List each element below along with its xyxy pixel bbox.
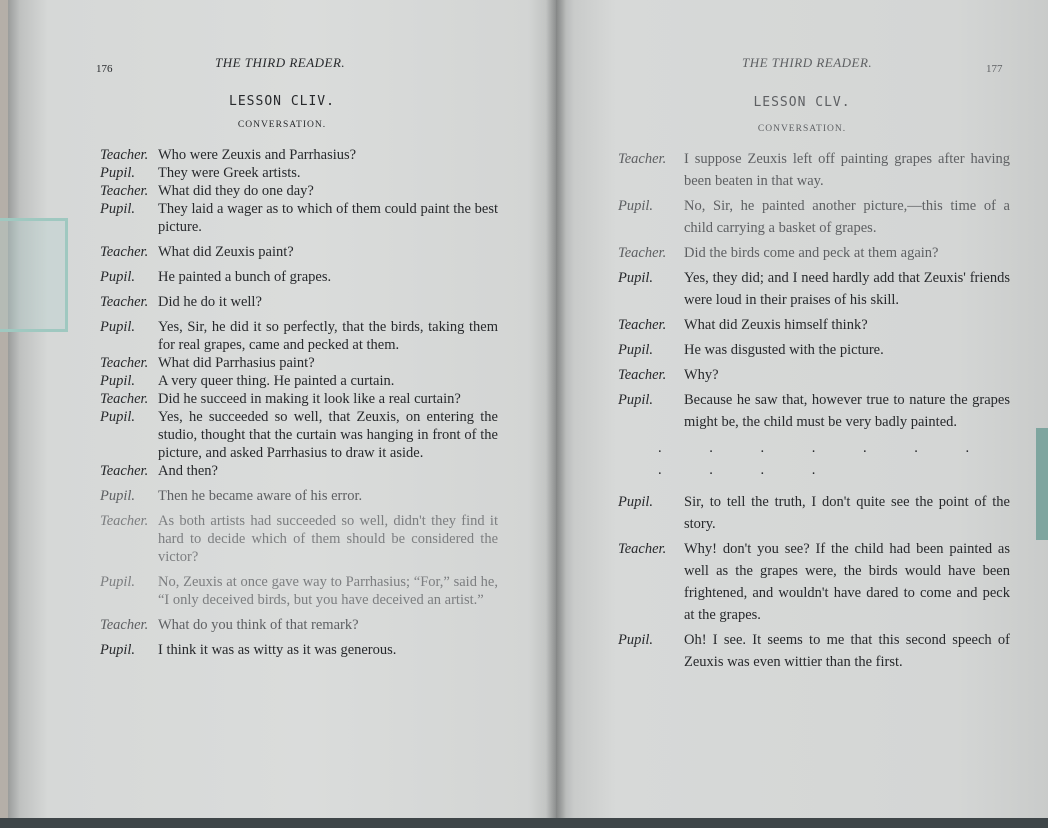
dialogue-line (100, 641, 498, 659)
dialogue-line (618, 339, 1010, 361)
speaker-label: Pupil. (100, 488, 136, 504)
speaker-label: Pupil. (618, 198, 654, 214)
speech-text: Because he saw that, however true to nature the grapes might be, the child must be very badly painted. (684, 392, 1010, 430)
book-edge (0, 0, 8, 828)
dialogue-line (618, 314, 1010, 336)
speech-text: What did Parrhasius paint? (158, 355, 315, 371)
speech-text: What did Zeuxis himself think? (684, 317, 868, 333)
speech-text: Why? (684, 367, 719, 383)
speech-text: What did Zeuxis paint? (158, 244, 294, 260)
speech-text: Did the birds come and peck at them again? (684, 245, 939, 261)
speaker-label: Pupil. (100, 574, 136, 590)
dialogue-line (100, 487, 498, 505)
dialogue-line (618, 364, 1010, 386)
dialogue-line (618, 148, 1010, 192)
speaker-label: Pupil. (100, 373, 136, 389)
lesson-title: LESSON CLIV. (229, 94, 335, 109)
speech-text: What did they do one day? (158, 183, 314, 199)
section-separator: . . . . . . . . . . . (658, 440, 992, 478)
dialogue-line (100, 146, 498, 164)
speech-text: As both artists had succeeded so well, didn't they find it hard to decide which of them should be considered the victor? (158, 513, 498, 565)
dialogue-line (100, 616, 498, 634)
speech-text: They were Greek artists. (158, 165, 301, 181)
speech-text: Why! don't you see? If the child had been painted as well as the grapes were, the birds would have been frightened, and wouldn't have dared to come and peck at the grapes. (684, 541, 1010, 623)
speech-text: What do you think of that remark? (158, 617, 359, 633)
dialogue-line (100, 372, 498, 390)
speech-text: I suppose Zeuxis left off painting grapes after having been beaten in that way. (684, 151, 1010, 189)
dialogue-line (100, 293, 498, 311)
book-bottom-edge (0, 818, 1048, 828)
dialogue-right (618, 148, 1010, 676)
speaker-label: Teacher. (618, 367, 667, 383)
dialogue-line (618, 629, 1010, 673)
speaker-label: Teacher. (100, 617, 149, 633)
dialogue-line (618, 195, 1010, 239)
speaker-label: Teacher. (100, 391, 149, 407)
speaker-label: Teacher. (100, 147, 149, 163)
dialogue-line (100, 268, 498, 286)
dialogue-left (100, 146, 498, 659)
dialogue-line (100, 512, 498, 566)
dialogue-line (100, 354, 498, 372)
speech-text: And then? (158, 463, 218, 479)
speech-text: No, Sir, he painted another picture,—this time of a child carrying a basket of grapes. (684, 198, 1010, 236)
speaker-label: Teacher. (618, 245, 667, 261)
dialogue-line (618, 538, 1010, 626)
page-clip (0, 218, 68, 332)
speech-text: Yes, Sir, he did it so perfectly, that the birds, taking them for real grapes, came and pecked at them. (158, 319, 498, 353)
dialogue-line (100, 318, 498, 354)
speaker-label: Pupil. (100, 269, 136, 285)
running-head: THE THIRD READER. (742, 55, 873, 70)
speech-text: Did he succeed in making it look like a real curtain? (158, 391, 461, 407)
speaker-label: Teacher. (100, 294, 149, 310)
book-spine (546, 0, 566, 820)
speaker-label: Pupil. (618, 270, 654, 286)
lesson-title: LESSON CLV. (753, 95, 851, 110)
speaker-label: Pupil. (618, 342, 654, 358)
dialogue-line (100, 182, 498, 200)
lesson-subtitle: CONVERSATION. (757, 124, 847, 134)
dialogue-line (100, 462, 498, 480)
speech-text: Then he became aware of his error. (158, 488, 363, 504)
speaker-label: Teacher. (618, 151, 667, 167)
speech-text: No, Zeuxis at once gave way to Parrhasius; “For,” said he, “I only deceived birds, but you have deceived an artist.” (158, 574, 498, 608)
lesson-subtitle: CONVERSATION. (237, 120, 327, 130)
speech-text: Sir, to tell the truth, I don't quite see the point of the story. (684, 494, 1010, 532)
speech-text: Who were Zeuxis and Parrhasius? (158, 147, 357, 163)
speaker-label: Pupil. (100, 409, 136, 425)
left-page (8, 0, 556, 820)
speaker-label: Pupil. (100, 165, 136, 181)
dialogue-line (618, 267, 1010, 311)
page-tab (1036, 428, 1048, 540)
speaker-label: Teacher. (100, 463, 149, 479)
speech-text: They laid a wager as to which of them could paint the best picture. (158, 201, 498, 235)
speaker-label: Pupil. (100, 201, 136, 217)
speaker-label: Pupil. (618, 632, 654, 648)
dialogue-line (618, 491, 1010, 535)
page-number: 177 (986, 63, 1003, 75)
running-head: THE THIRD READER. (215, 55, 346, 70)
dialogue-line (100, 164, 498, 182)
dialogue-line (618, 242, 1010, 264)
page-number: 176 (96, 63, 113, 75)
speaker-label: Teacher. (100, 183, 149, 199)
speech-text: I think it was as witty as it was generous. (158, 642, 397, 658)
speaker-label: Teacher. (618, 317, 667, 333)
right-page (556, 0, 1048, 820)
dialogue-line (100, 243, 498, 261)
speaker-label: Pupil. (618, 392, 654, 408)
dialogue-line (100, 408, 498, 462)
speech-text: Yes, he succeeded so well, that Zeuxis, on entering the studio, thought that the curtain was hanging in front of the picture, and asked Parrhasius to draw it aside. (158, 409, 498, 461)
speech-text: Oh! I see. It seems to me that this second speech of Zeuxis was even wittier than the first. (684, 632, 1010, 670)
speech-text: He was disgusted with the picture. (684, 342, 884, 358)
dialogue-line (100, 573, 498, 609)
speech-text: Did he do it well? (158, 294, 262, 310)
speaker-label: Teacher. (100, 244, 149, 260)
speech-text: A very queer thing. He painted a curtain. (158, 373, 395, 389)
dialogue-line (100, 390, 498, 408)
speaker-label: Teacher. (100, 355, 149, 371)
speaker-label: Pupil. (100, 319, 136, 335)
speaker-label: Teacher. (100, 513, 149, 529)
speaker-label: Pupil. (618, 494, 654, 510)
dialogue-line (618, 389, 1010, 433)
dialogue-line (100, 200, 498, 236)
speaker-label: Teacher. (618, 541, 667, 557)
speech-text: He painted a bunch of grapes. (158, 269, 332, 285)
speech-text: Yes, they did; and I need hardly add that Zeuxis' friends were loud in their praises of his skill. (684, 270, 1010, 308)
speaker-label: Pupil. (100, 642, 136, 658)
